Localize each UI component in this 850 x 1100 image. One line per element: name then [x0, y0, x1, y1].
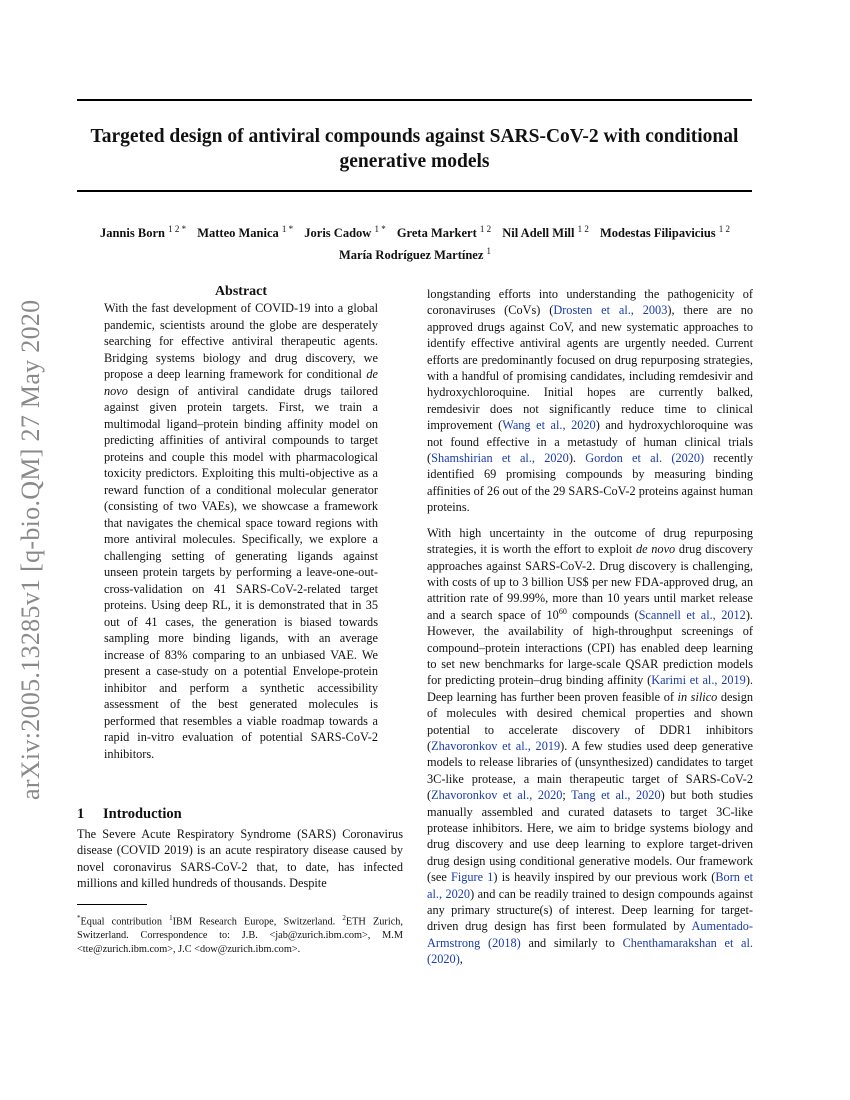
paragraph: longstanding efforts into understanding the pathogenicity of coronaviruses (CoVs) (Drosten et al., 2003), there are no approved drugs against CoV, and new systematic approaches to identify effective antiviral agents are urgently needed. Current efforts are predominantly focused on drug repurposing strategies, with a handful of promising candidates, including remdesivir and hydroxychloroquine. Initial hopes are currently balked, remdesivir does not significantly reduce time to clinical improvement (Wang et al., 2020) and hydroxychloroquine was not found effective in a metastudy of human clinical trials (Shamshirian et al., 2020). Gordon et al. (2020) recently identified 69 promising compounds by measuring binding affinities of 26 out of the 29 SARS-CoV-2 proteins against human proteins.	[427, 287, 753, 515]
paragraph: With high uncertainty in the outcome of drug repurposing strategies, it is worth the effort to exploit de novo drug discovery approaches against SARS-CoV-2. Drug discovery is challenging, with costs of up to 3 billion US$ per new FDA-approved drug, an attrition rate of 99.99%, more than 10 years until market release and a search space of $10^{60}$ compounds (Scannell et al., 2012). However, the availability of high-throughput screenings of compound–protein interactions (CPI) has enabled deep learning to set new benchmarks for large-scale QSAR prediction models for predicting protein–drug binding affinity (Karimi et al., 2019). Deep learning has further been proven feasible of in silico design of molecules with desired chemical properties and shown potential to accelerate discovery of DDR1 inhibitors (Zhavoronkov et al., 2019). A few studies used deep generative models to release libraries of (unsynthesized) candidates to target 3C-like protease, a main therapeutic target of SARS-CoV-2 (Zhavoronkov et al., 2020; Tang et al., 2020) but both studies manually assembled and curated datasets to target 3C-like protease inhibitors. Here, we aim to bridge systems biology and drug discovery and use deep learning to explore target-driven drug design using conditional generative models. Our framework (see Figure 1) is heavily inspired by our previous work (Born et al., 2020) and can be readily trained to design compounds against any primary structure(s) of interest. Deep learning for target-driven drug design has first been formulated by Aumentado-Armstrong (2018) and similarly to Chenthamarakshan et al. (2020),	[427, 525, 754, 967]
footnote: *Equal contribution $^1$IBM Research Europe, Switzerland. $^2$ETH Zurich, Switzerland. Correspondence to: J.B. <jab@zurich.ibm.com>, M.M <tte@zurich.ibm.com>, J.C <dow@zurich.ibm.com>.	[77, 914, 403, 956]
title-bottom-rule	[77, 190, 752, 192]
abstract-text: With the fast development of COVID-19 into a global pandemic, scientists around the globe are desperately searching for effective antiviral therapeutic agents. Bridging systems biology and drug discovery, we propose a deep learning framework for conditional de novo design of antiviral candidate drugs tailored against given protein targets. First, we train a multimodal ligand–protein binding affinity model on predicting affinities of antiviral compounds to target proteins and couple this model with pharmacological toxicity predictors. Exploiting this multi-objective as a reward function of a conditional molecular generator (consisting of two VAEs), we showcase a framework that navigates the chemical space toward regions with more antiviral molecules. Specifically, we explore a challenging setting of generating ligands against unseen protein targets by performing a leave-one-out-cross-validation on 41 SARS-CoV-2-related target proteins. Using deep RL, it is demonstrated that in 35 out of 41 cases, the generation is biased towards sampling more binding ligands, with an average increase of 83% comparing to an unbiased VAE. We present a case-study on a potential Envelope-protein inhibitor and perform a synthetic accessibility assessment of the best generated molecules is performed that resembles a viable roadmap towards a rapid in-vitro evaluation of potential SARS-CoV-2 inhibitors.	[104, 301, 378, 761]
author: Nil Adell Mill $^{1 2}$	[502, 224, 589, 241]
author: María Rodríguez Martínez $^1$	[338, 246, 492, 263]
arxiv-stamp: arXiv:2005.13285v1 [q-bio.QM] 27 May 2020	[16, 299, 45, 800]
citation-link[interactable]: Karimi et al., 2019	[651, 673, 746, 688]
figure-reference-link[interactable]: Figure 1	[450, 870, 494, 885]
citation-link[interactable]: Wang et al., 2020	[502, 418, 596, 433]
top-rule	[77, 99, 752, 101]
citation-link[interactable]: Tang et al., 2020	[571, 788, 661, 803]
section-heading-introduction	[77, 806, 182, 823]
author: Greta Markert $^{1 2}$	[396, 224, 492, 241]
author: Modestas Filipavicius $^{1 2}$	[600, 224, 731, 241]
citation-link[interactable]: Born et al., 2020	[427, 870, 754, 901]
author: Jannis Born $^{1 2 *}$	[99, 224, 187, 241]
abstract-heading: Abstract	[214, 284, 268, 299]
citation-link[interactable]: Chenthamarakshan et al. (2020)	[427, 935, 754, 967]
citation-link[interactable]: Scannell et al., 2012	[638, 607, 746, 622]
citation-link[interactable]: Zhavoronkov et al., 2020	[431, 788, 563, 803]
section-number: 1	[77, 806, 85, 822]
section-title: Introduction	[103, 806, 182, 822]
footnote-rule	[77, 904, 147, 905]
citation-link[interactable]: Drosten et al., 2003	[553, 303, 668, 318]
right-column	[427, 286, 753, 977]
citation-link[interactable]: Aumentado-Armstrong (2018)	[427, 919, 753, 950]
intro-paragraph: The Severe Acute Respiratory Syndrome (SARS) Coronavirus disease (COVID 2019) is an acute respiratory disease caused by novel coronavirus SARS-CoV-2 that, to date, has infected millions and killed hundreds of thousands. Despite	[77, 827, 403, 891]
paper-title: Targeted design of antiviral compounds against SARS-CoV-2 with conditional generative models	[90, 126, 739, 172]
author: Matteo Manica $^{1 *}$	[197, 224, 294, 241]
citation-link[interactable]: Shamshirian et al., 2020	[431, 451, 569, 466]
author: Joris Cadow $^{1 *}$	[304, 224, 386, 241]
citation-link[interactable]: Gordon et al. (2020)	[585, 451, 705, 466]
author-list	[60, 220, 770, 264]
citation-link[interactable]: Zhavoronkov et al., 2019	[431, 738, 561, 753]
